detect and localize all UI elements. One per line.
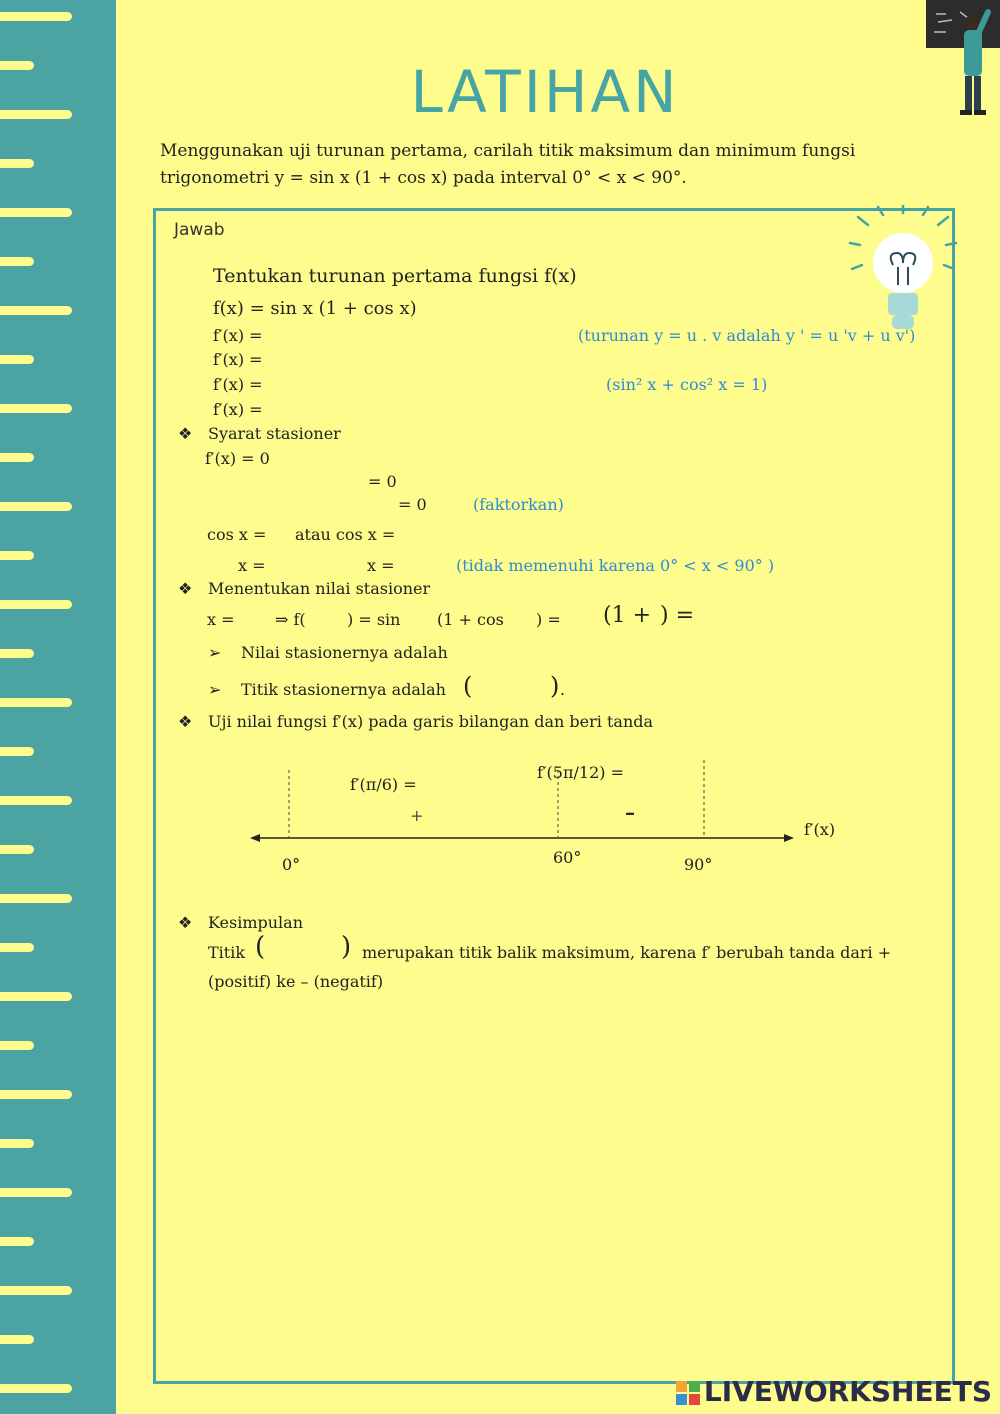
sidebar-tick — [0, 306, 72, 315]
sidebar-tick — [0, 159, 34, 168]
liveworksheets-logo[interactable] — [676, 1375, 992, 1408]
test-value-2: f′(5π/12) = — [537, 763, 624, 782]
answer-label: Jawab — [174, 220, 225, 240]
bullet-icon: ❖ — [178, 913, 193, 932]
instruction-text — [160, 138, 912, 192]
sidebar-tick — [0, 1237, 34, 1246]
bullet-icon: ❖ — [178, 712, 193, 731]
instruction-line-2: trigonometri y = sin x (1 + cos x) pada interval 0° < x < 90°. — [160, 168, 687, 188]
instruction-line-1: Menggunakan uji turunan pertama, carilah titik maksimum dan minimum fungsi — [160, 141, 856, 161]
brand-name: LIVEWORKSHEETS — [703, 1375, 992, 1408]
sidebar-tick — [0, 747, 34, 756]
conclusion-text: merupakan titik balik maksimum, karena f′ berubah tanda dari + — [362, 943, 892, 962]
tick-label-90: 90° — [684, 855, 713, 874]
x-solution-left: x = — [238, 556, 266, 575]
sidebar-tick — [0, 796, 72, 805]
tick-label-0: 0° — [282, 855, 301, 874]
stationary-point-close-paren: ) — [550, 672, 560, 700]
conclusion-open-paren: ( — [255, 932, 266, 962]
hint-factor: (faktorkan) — [473, 495, 564, 514]
sidebar-tick — [0, 502, 72, 511]
stationary-value-x: x = — [207, 610, 235, 629]
stationary-value-equals: ) = — [536, 610, 561, 629]
sidebar-tick — [0, 1188, 72, 1197]
step4-heading: Uji nilai fungsi f′(x) pada garis bilangan dan beri tanda — [208, 712, 654, 731]
sidebar-tick — [0, 1335, 34, 1344]
step1-heading: Tentukan turunan pertama fungsi f(x) — [213, 265, 577, 287]
bullet-icon: ❖ — [178, 424, 193, 443]
sidebar-tick — [0, 992, 72, 1001]
sidebar-tick — [0, 1286, 72, 1295]
sidebar-tick — [0, 551, 34, 560]
lightbulb-icon — [848, 205, 958, 335]
stationary-equation-1: = 0 — [368, 472, 397, 491]
test-value-1: f′(π/6) = — [350, 775, 417, 794]
bullet-icon: ❖ — [178, 579, 193, 598]
stationary-value-cos: (1 + cos — [437, 610, 504, 629]
sidebar-tick — [0, 943, 34, 952]
stationary-equation-2: = 0 — [398, 495, 427, 514]
sidebar-tick — [0, 600, 72, 609]
sidebar-tick — [0, 12, 72, 21]
stationary-point-period: . — [560, 680, 566, 699]
sidebar-tick — [0, 355, 34, 364]
sidebar-tick — [0, 1090, 72, 1099]
hint-not-valid: (tidak memenuhi karena 0° < x < 90° ) — [456, 556, 775, 575]
derivative-line-4: f′(x) = — [213, 400, 263, 419]
sign-minus: – — [625, 800, 635, 824]
teacher-illustration — [920, 0, 1000, 120]
page-title: LATIHAN — [410, 58, 680, 126]
stationary-point-open-paren: ( — [463, 672, 473, 700]
sidebar-tick — [0, 1139, 34, 1148]
cos-equation-right: atau cos x = — [295, 525, 396, 544]
arrow-bullet-icon: ➢ — [208, 643, 222, 662]
number-line — [248, 760, 798, 850]
conclusion-text-2: (positif) ke – (negatif) — [208, 972, 384, 991]
sidebar-tick — [0, 1041, 34, 1050]
step3-heading: Menentukan nilai stasioner — [208, 579, 431, 598]
sidebar-tick — [0, 257, 34, 266]
stationary-value-end: ) = — [660, 603, 695, 628]
sidebar-tick — [0, 1384, 72, 1393]
sidebar-tick — [0, 404, 72, 413]
stationary-value-label: Nilai stasionernya adalah — [241, 643, 448, 662]
sidebar-tick — [0, 208, 72, 217]
conclusion-title-word: Titik — [208, 943, 246, 962]
stationary-value-sin: ) = sin — [347, 610, 401, 629]
derivative-line-1: f′(x) = — [213, 326, 263, 345]
derivative-line-2: f′(x) = — [213, 350, 263, 369]
sidebar-tick — [0, 649, 34, 658]
derivative-line-3: f′(x) = — [213, 375, 263, 394]
x-solution-right: x = — [367, 556, 395, 575]
axis-label: f′(x) — [804, 820, 836, 839]
hint-pythagorean-identity: (sin² x + cos² x = 1) — [606, 375, 768, 394]
stationary-condition: f′(x) = 0 — [205, 449, 270, 468]
tick-label-60: 60° — [553, 848, 582, 867]
stationary-value-f: ⇒ f( — [275, 610, 306, 629]
sidebar-tick — [0, 845, 34, 854]
stationary-point-label: Titik stasionernya adalah — [241, 680, 446, 699]
sidebar-tick — [0, 698, 72, 707]
hint-product-rule: (turunan y = u . v adalah y ' = u 'v + u v') — [578, 326, 916, 345]
conclusion-close-paren: ) — [341, 932, 352, 962]
brand-mark-icon — [676, 1381, 700, 1405]
function-definition: f(x) = sin x (1 + cos x) — [213, 298, 417, 319]
sidebar-tick — [0, 453, 34, 462]
cos-equation-left: cos x = — [207, 525, 267, 544]
step5-heading: Kesimpulan — [208, 913, 303, 932]
step2-heading: Syarat stasioner — [208, 424, 341, 443]
sidebar-tick — [0, 894, 72, 903]
sign-plus: + — [410, 806, 424, 825]
stationary-value-paren: (1 + — [603, 603, 652, 628]
arrow-bullet-icon: ➢ — [208, 680, 222, 699]
